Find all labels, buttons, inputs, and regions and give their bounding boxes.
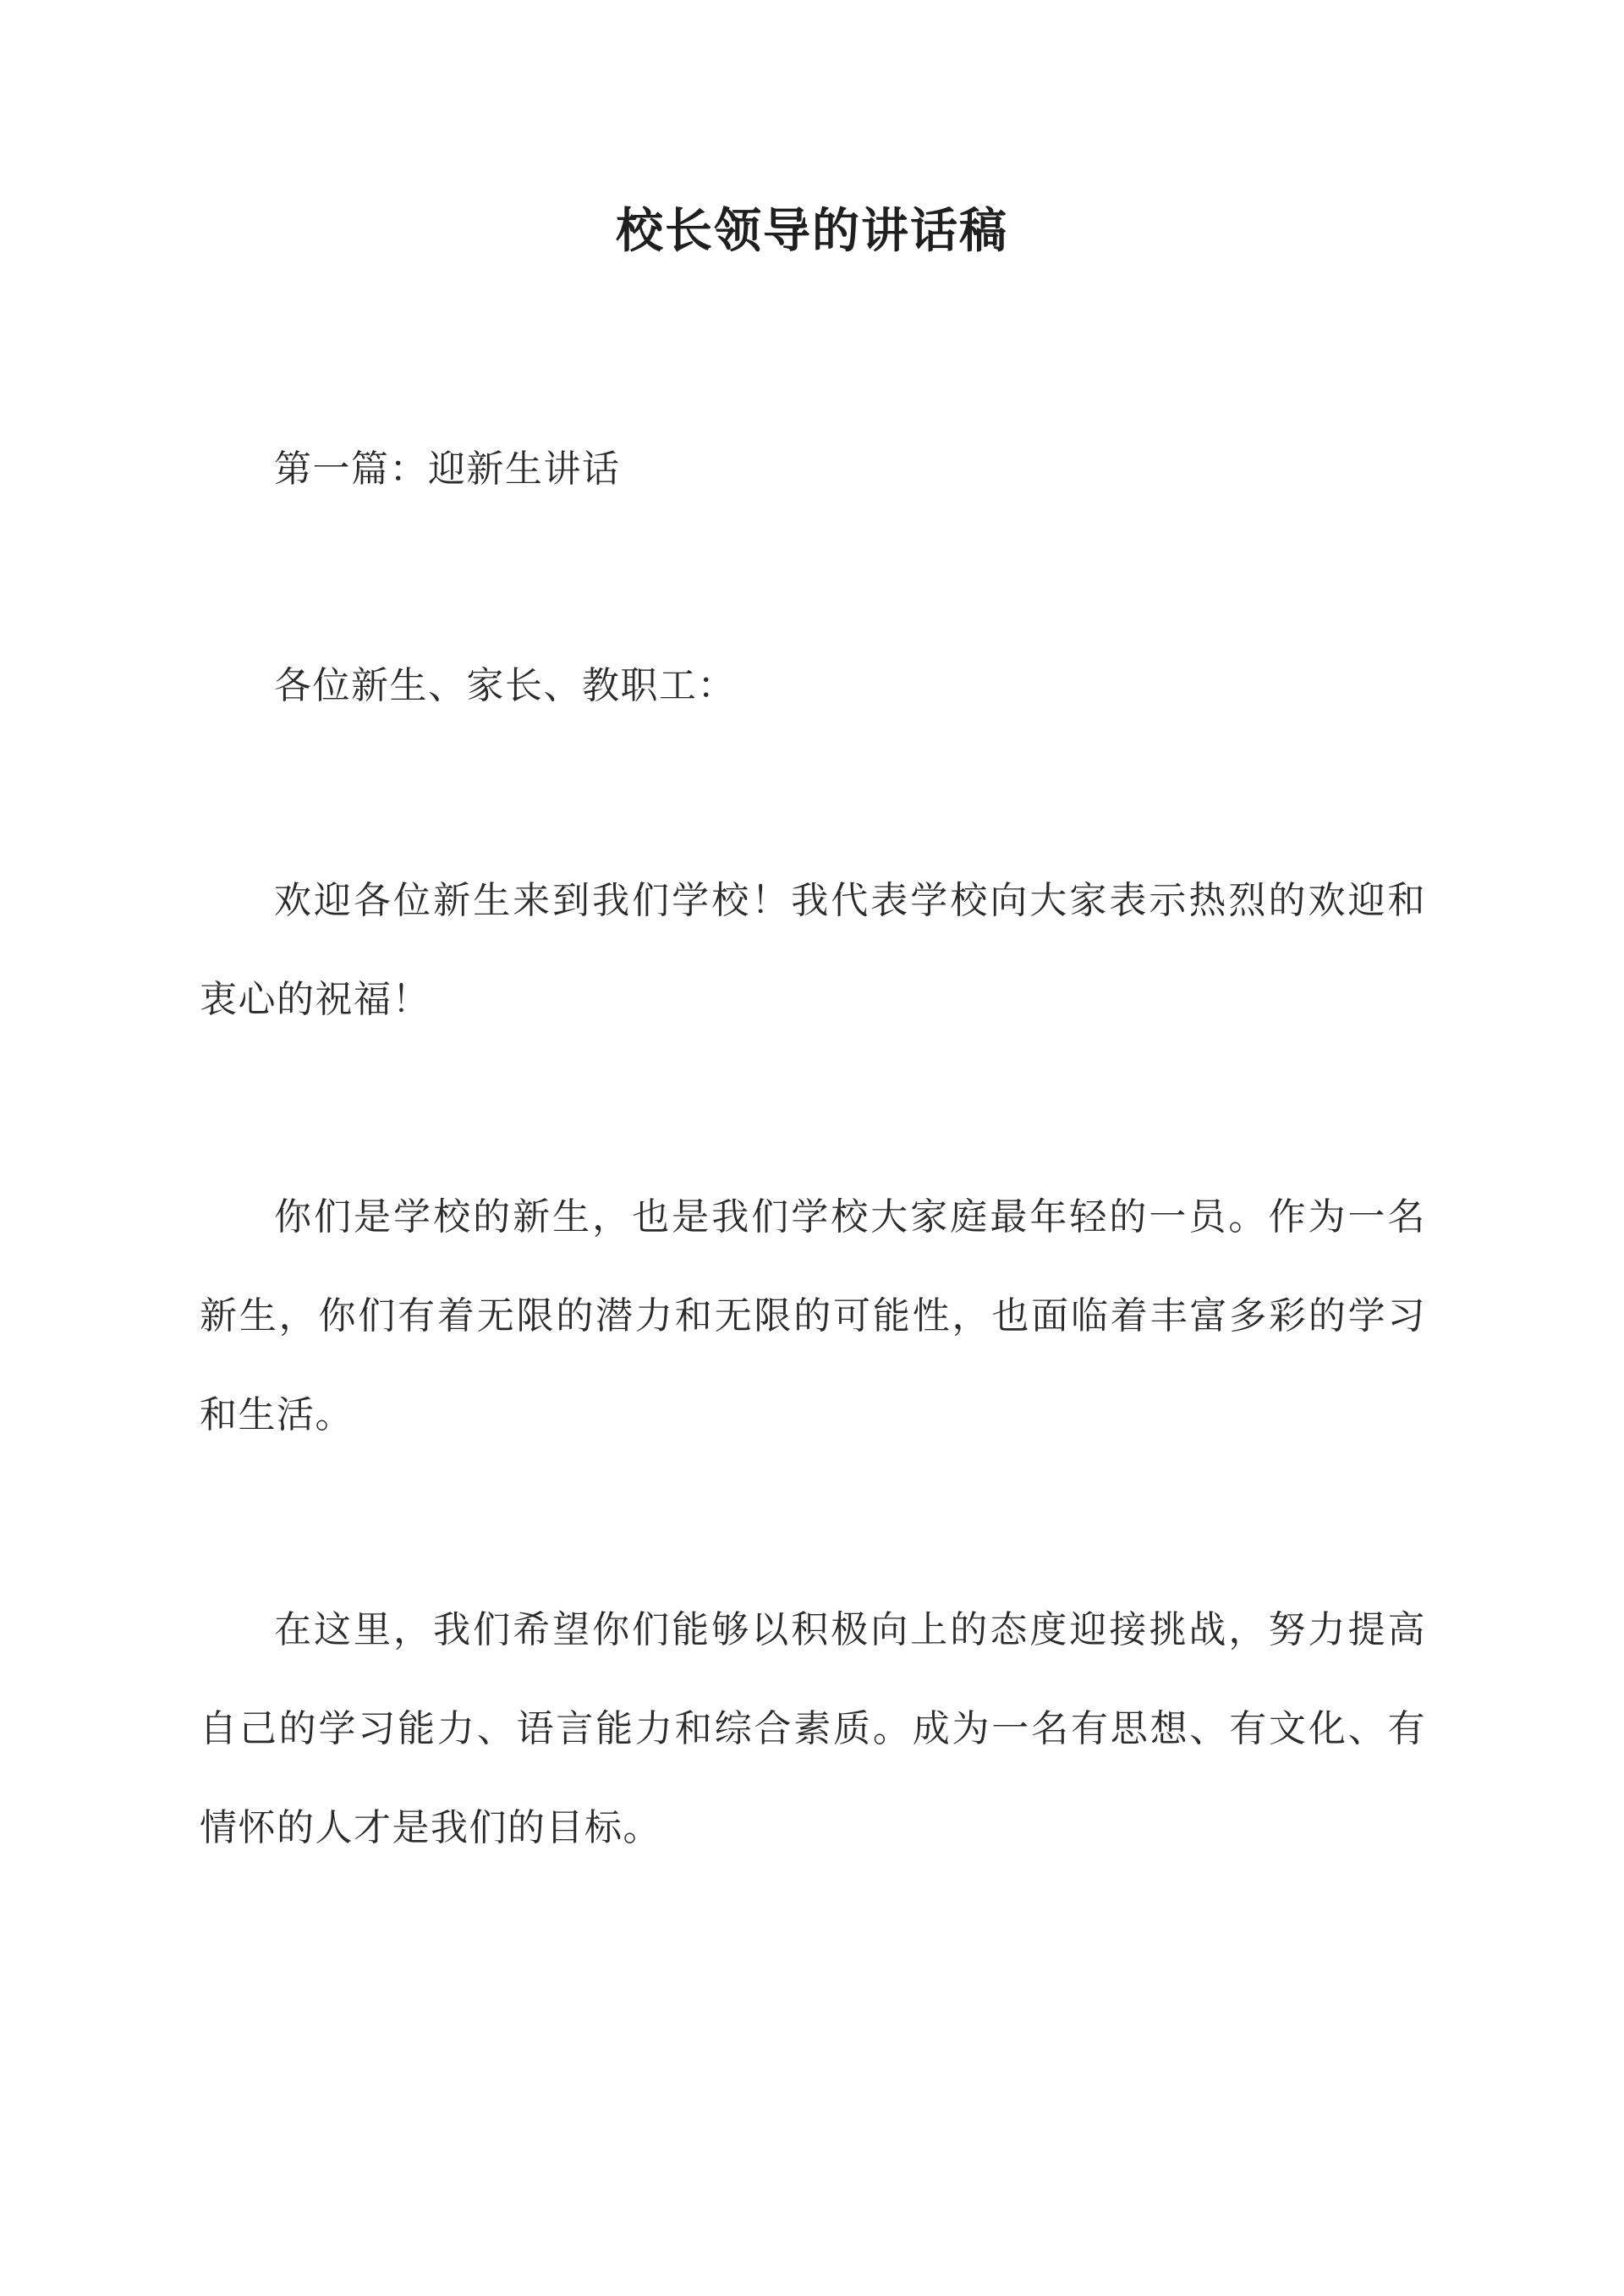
section-heading: 第一篇：迎新生讲话 <box>274 448 621 491</box>
expectations-paragraph: 在这里，我们希望你们能够以积极向上的态度迎接挑战，努力提高自己的学习能力、语言能力和综合素质。成为一名有思想、有文化、有情怀的人才是我们的目标。 <box>200 1608 1426 1849</box>
document-title: 校长领导的讲话稿 <box>616 203 1008 259</box>
salutation-paragraph: 各位新生、家长、教职工： <box>274 664 736 707</box>
new-students-paragraph: 你们是学校的新生，也是我们学校大家庭最年轻的一员。作为一名新生，你们有着无限的潜力和无限的可能性，也面临着丰富多彩的学习和生活。 <box>200 1195 1426 1436</box>
welcome-paragraph: 欢迎各位新生来到我们学校！我代表学校向大家表示热烈的欢迎和衷心的祝福！ <box>200 879 1426 1021</box>
